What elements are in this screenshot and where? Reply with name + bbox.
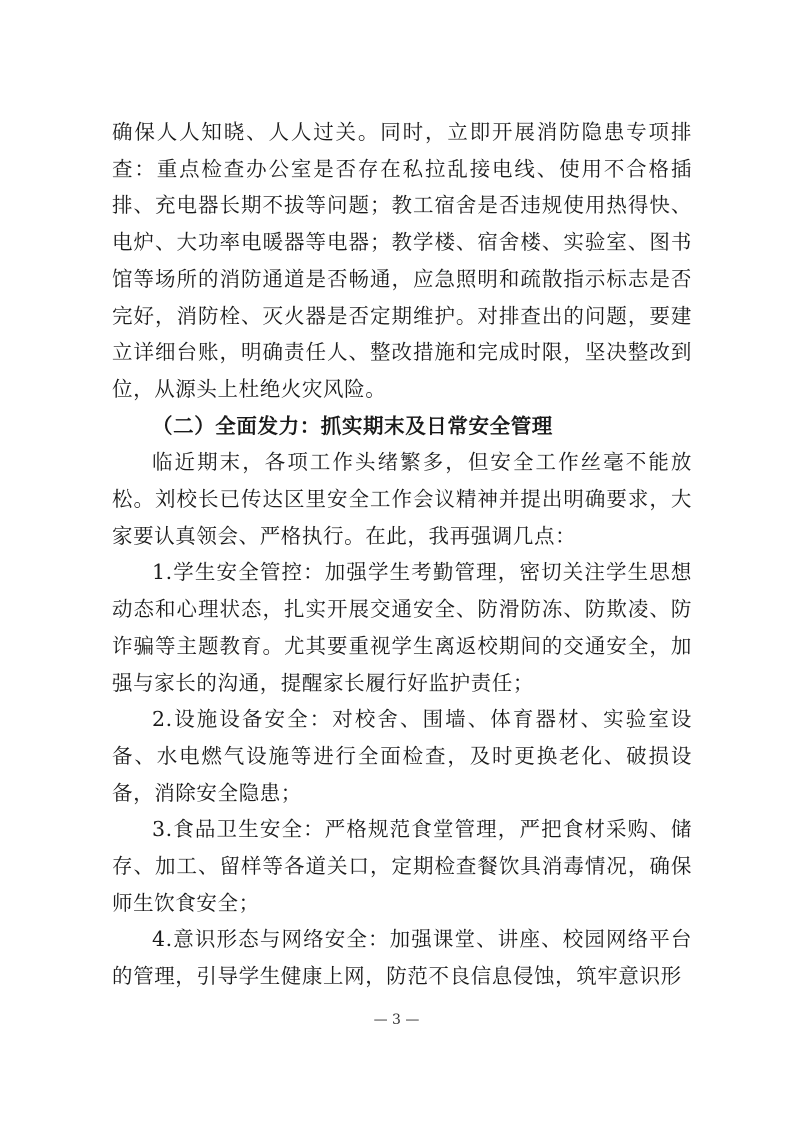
list-item-network-safety: 4.意识形态与网络安全：加强课堂、讲座、校园网络平台的管理，引导学生健康上网，防范不良信息侵蚀，筑牢意识形 — [112, 927, 692, 989]
section-heading: （二）全面发力：抓实期末及日常安全管理 — [152, 413, 553, 438]
page-number: — 3 — — [373, 1012, 420, 1028]
paragraph-fire-inspection: 确保人人知晓、人人过关。同时，立即开展消防隐患专项排查：重点检查办公室是否存在私拉乱接电线、使用不合格插排、充电器长期不拔等问题；教工宿舍是否违规使用热得快、电炉、大功率电暖器等电器；教学楼、宿舍楼、实验室、图书馆等场所的消防通道是否畅通，应急照明和疏散指示标志是否完好，消防栓、灭火器是否定期维护。对排查出的问题，要建立详细台账，明确责任人、整改措施和完成时限，坚决整改到位，从源头上杜绝火灾风险。 — [112, 120, 692, 401]
list-item-student-safety: 1.学生安全管控：加强学生考勤管理，密切关注学生思想动态和心理状态，扎实开展交通安全、防滑防冻、防欺凌、防诈骗等主题教育。尤其要重视学生离返校期间的交通安全，加强与家长的沟通，提醒家长履行好监护责任； — [112, 560, 692, 695]
list-item-food-safety: 3.食品卫生安全：严格规范食堂管理，严把食材采购、储存、加工、留样等各道关口，定期检查餐饮具消毒情况，确保师生饮食安全； — [112, 817, 692, 915]
list-item-facility-safety: 2.设施设备安全：对校舍、围墙、体育器材、实验室设备、水电燃气设施等进行全面检查，及时更换老化、破损设备，消除安全隐患； — [112, 707, 692, 805]
body-text — [112, 114, 692, 995]
paragraph-intro: 临近期末，各项工作头绪繁多，但安全工作丝毫不能放松。刘校长已传达区里安全工作会议精神并提出明确要求，大家要认真领会、严格执行。在此，我再强调几点： — [112, 450, 692, 548]
